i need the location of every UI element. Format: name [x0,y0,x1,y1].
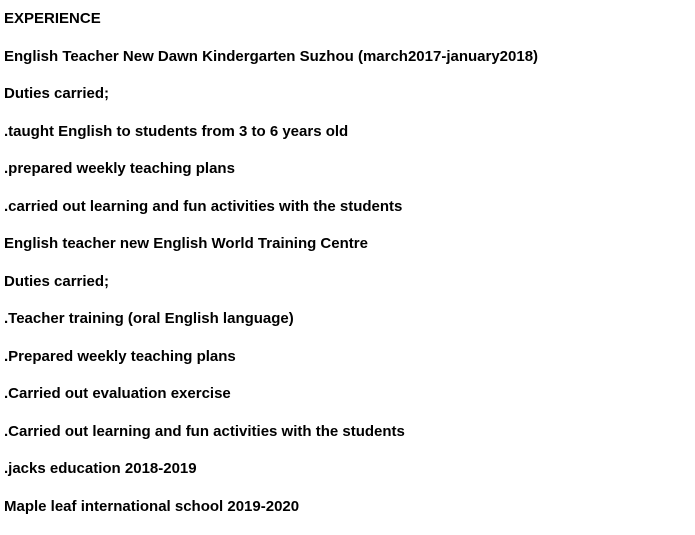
duty-item: .taught English to students from 3 to 6 years old [4,123,689,161]
duty-item: .carried out learning and fun activities with the students [4,198,689,236]
job-title-new-dawn: English Teacher New Dawn Kindergarten Suzhou (march2017-january2018) [4,48,689,86]
duty-item: .Teacher training (oral English language) [4,310,689,348]
duty-item: .Carried out learning and fun activities with the students [4,423,689,461]
duty-item: .Prepared weekly teaching plans [4,348,689,386]
job-entry-jacks-education: .jacks education 2018-2019 [4,460,689,498]
section-heading: EXPERIENCE [4,10,689,48]
duties-label: Duties carried; [4,273,689,311]
job-title-english-world: English teacher new English World Training Centre [4,235,689,273]
duty-item: .prepared weekly teaching plans [4,160,689,198]
duty-item: .Carried out evaluation exercise [4,385,689,423]
job-entry-maple-leaf: Maple leaf international school 2019-2020 [4,498,689,535]
duties-label: Duties carried; [4,85,689,123]
experience-document [4,10,689,535]
